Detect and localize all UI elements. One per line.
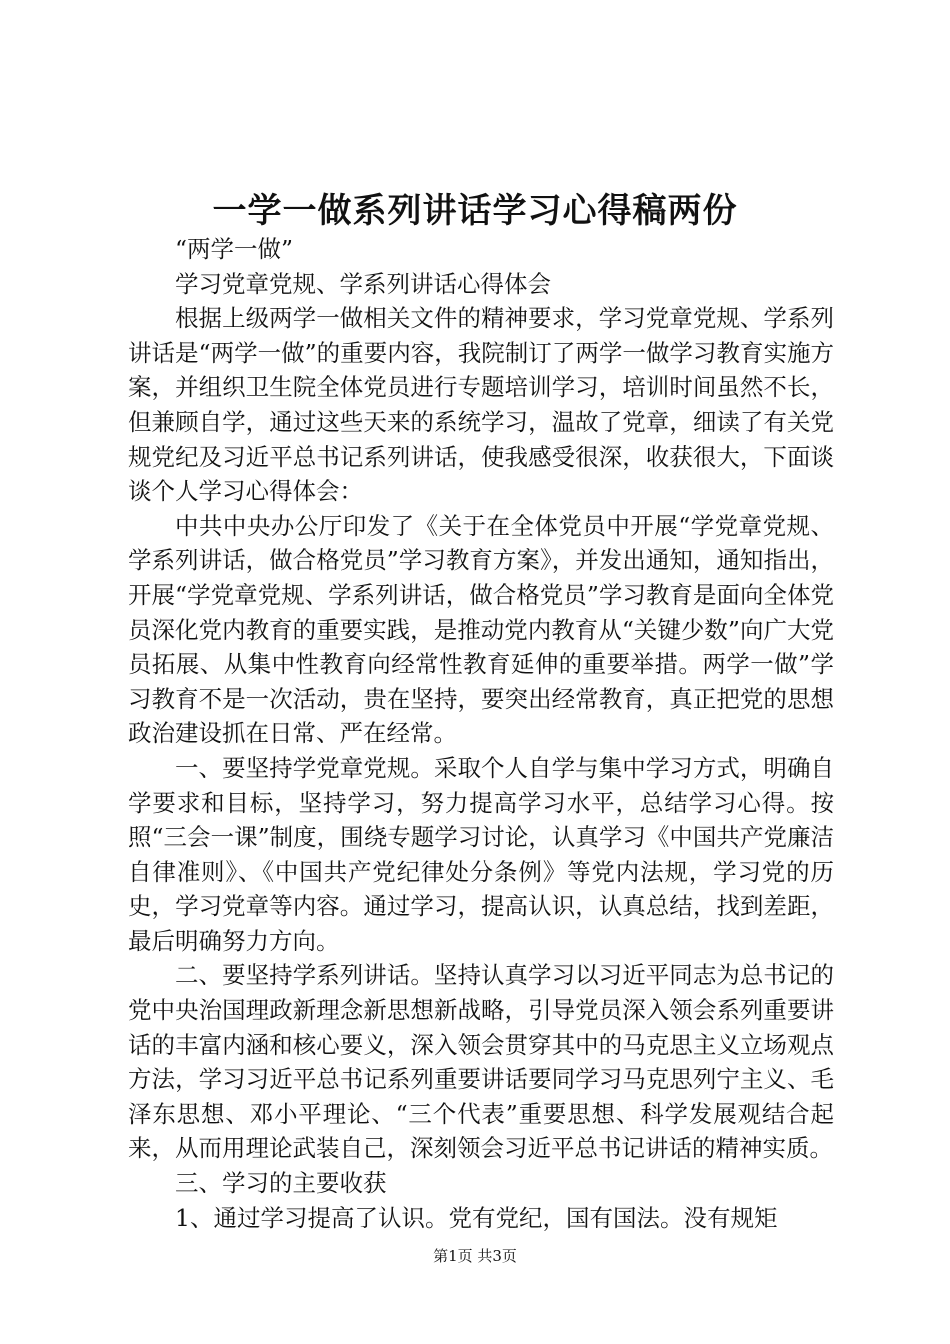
document-title: 一学一做系列讲话学习心得稿两份 bbox=[212, 191, 738, 231]
document-body bbox=[128, 232, 834, 1235]
paragraph-subtitle-quote: “两学一做” bbox=[175, 235, 294, 263]
paragraph-background: 中共中央办公厅印发了《关于在全体党员中开展“学党章党规、学系列讲话，做合格党员”学习教育方案》，并发出通知，通知指出，开展“学党章党规、学系列讲话，做合格党员”学习教育是面向全体党员深化党内教育的重要实践，是推动党内教育从“关键少数”向广大党员拓展、从集中性教育向经常性教育延伸的重要举措。两学一做”学习教育不是一次活动，贵在坚持，要突出经常教育，真正把党的思想政治建设抓在日常、严在经常。 bbox=[128, 511, 834, 748]
paragraph-section-three-item-one: 1、通过学习提高了认识。党有党纪，国有国法。没有规矩 bbox=[175, 1203, 778, 1232]
paragraph-intro: 根据上级两学一做相关文件的精神要求，学习党章党规、学系列讲话是“两学一做”的重要内容，我院制订了两学一做学习教育实施方案，并组织卫生院全体党员进行专题培训学习，培训时间虽然不长，但兼顾自学，通过这些天来的系统学习，温故了党章，细读了有关党规党纪及习近平总书记系列讲话，使我感受很深，收获很大，下面谈谈个人学习心得体会： bbox=[128, 304, 834, 506]
paragraph-section-three-heading: 三、学习的主要收获 bbox=[175, 1169, 387, 1198]
paragraph-section-two: 二、要坚持学系列讲话。坚持认真学习以习近平同志为总书记的党中央治国理政新理念新思想新战略，引导党员深入领会系列重要讲话的丰富内涵和核心要义，深入领会贯穿其中的马克思主义立场观点方法，学习习近平总书记系列重要讲话要同学习马克思列宁主义、毛泽东思想、邓小平理论、“三个代表”重要思想、科学发展观结合起来，从而用理论武装自己，深刻领会习近平总书记讲话的精神实质。 bbox=[128, 961, 834, 1163]
page-number-footer: 第1页 共3页 bbox=[433, 1247, 517, 1265]
paragraph-section-one: 一、要坚持学党章党规。采取个人自学与集中学习方式，明确自学要求和目标，坚持学习，努力提高学习水平，总结学习心得。按照“三会一课”制度，围绕专题学习讨论，认真学习《中国共产党廉洁自律准则》、《中国共产党纪律处分条例》等党内法规，学习党的历史，学习党章等内容。通过学习，提高认识，认真总结，找到差距，最后明确努力方向。 bbox=[128, 753, 834, 955]
paragraph-subtitle: 学习党章党规、学系列讲话心得体会 bbox=[175, 269, 551, 298]
